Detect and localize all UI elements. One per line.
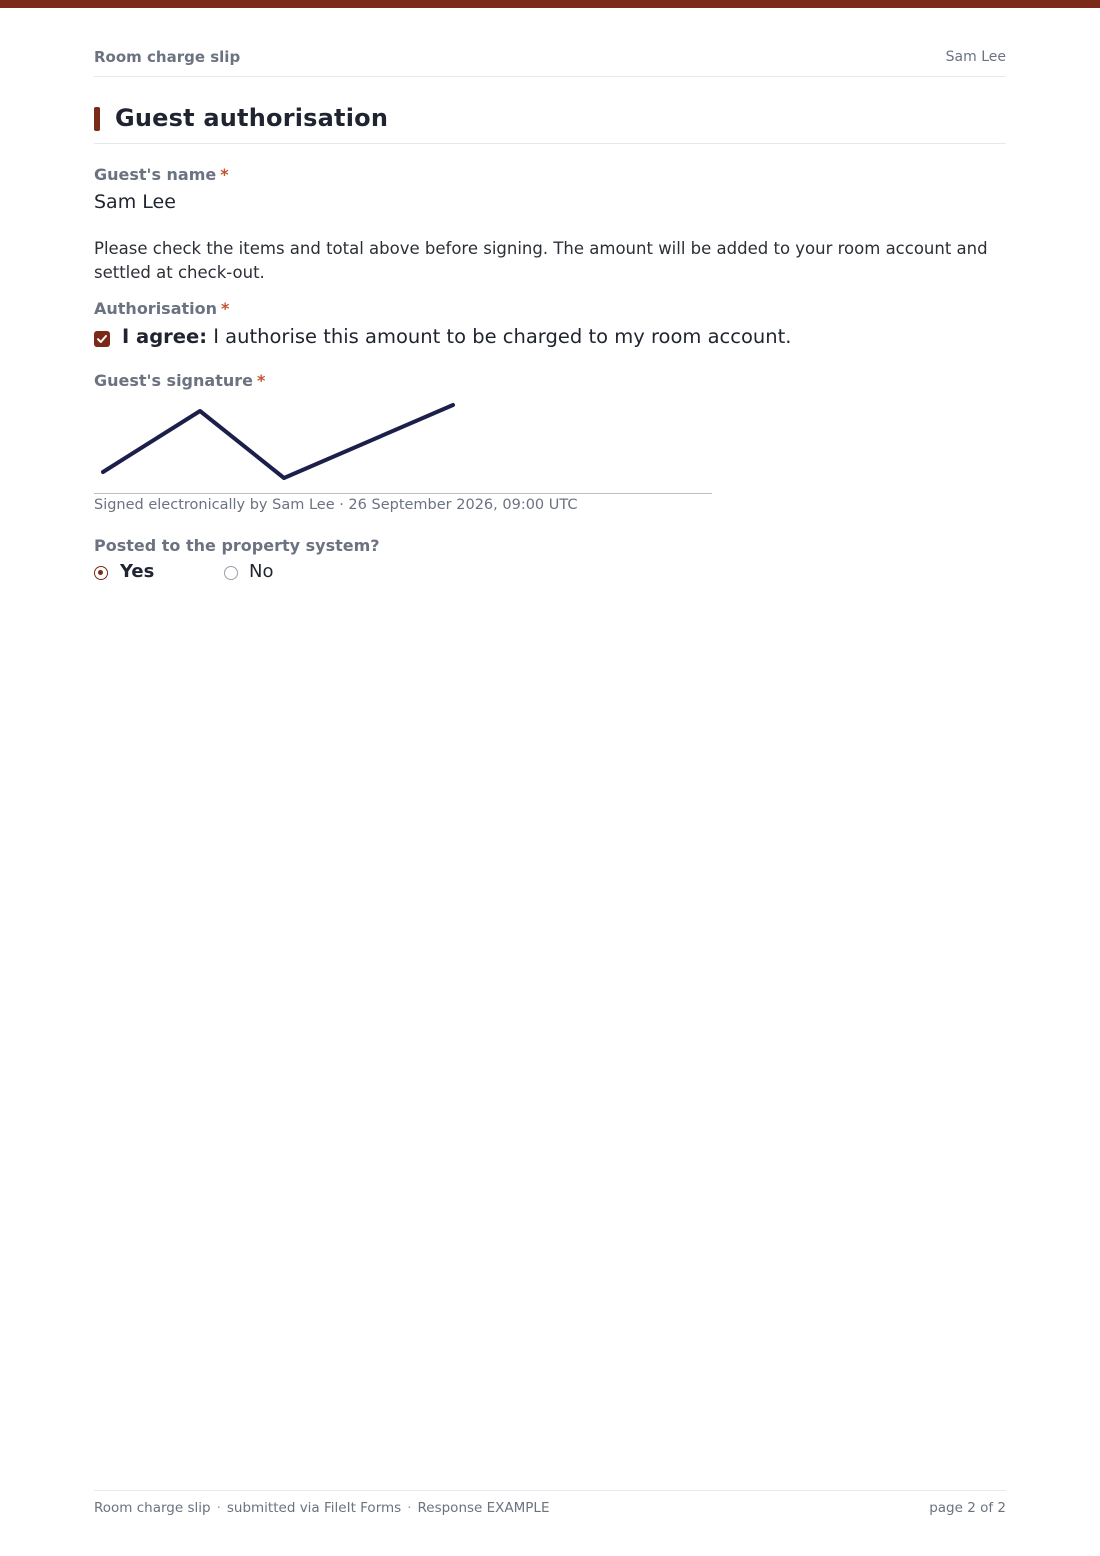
agree-label: I agree: xyxy=(122,325,208,348)
top-accent-bar xyxy=(0,0,1100,8)
required-marker: * xyxy=(220,165,229,184)
running-header xyxy=(94,48,1006,77)
authorisation-statement xyxy=(122,325,791,348)
signature-drawing xyxy=(94,396,712,493)
footer-submitted-via: submitted via FileIt Forms xyxy=(226,1500,402,1516)
footer-form-name: Room charge slip xyxy=(94,1500,211,1516)
signature-label xyxy=(94,371,265,390)
signature-pad[interactable] xyxy=(94,396,712,494)
guest-name-value: Sam Lee xyxy=(94,191,176,213)
required-marker: * xyxy=(256,371,266,390)
footer-separator: · xyxy=(407,1500,412,1516)
footer-separator: · xyxy=(216,1500,221,1516)
posted-question-label: Posted to the property system? xyxy=(94,536,380,555)
authorisation-label xyxy=(94,299,229,318)
signature-caption: Signed electronically by Sam Lee · 26 September 2026, 09:00 UTC xyxy=(94,497,578,513)
authorisation-checkbox-row[interactable] xyxy=(94,325,994,351)
authorisation-checkbox[interactable] xyxy=(94,331,110,347)
footer-info xyxy=(94,1500,549,1516)
footer-response-id: Response EXAMPLE xyxy=(417,1500,550,1516)
posted-radio-group xyxy=(94,561,494,585)
page-number: page 2 of 2 xyxy=(929,1500,1006,1516)
document-title: Room charge slip xyxy=(94,48,241,66)
guest-name-label-text: Guest's name xyxy=(94,165,217,184)
checkmark-icon xyxy=(96,333,108,345)
signature-label-text: Guest's signature xyxy=(94,371,253,390)
radio-yes[interactable] xyxy=(94,566,108,580)
authorisation-statement-text: I authorise this amount to be charged to my room account. xyxy=(213,325,792,348)
section-accent-marker xyxy=(94,107,100,131)
instructions-text: Please check the items and total above before signing. The amount will be added to your room account and settled at check-out. xyxy=(94,239,988,282)
authorisation-label-text: Authorisation xyxy=(94,299,218,318)
required-marker: * xyxy=(221,299,230,318)
section-title: Guest authorisation xyxy=(115,104,389,132)
radio-yes-label[interactable]: Yes xyxy=(120,561,155,582)
header-user-name: Sam Lee xyxy=(945,49,1006,65)
running-footer xyxy=(94,1490,1006,1521)
section-heading xyxy=(94,104,1006,144)
guest-name-label xyxy=(94,165,229,184)
radio-no-label[interactable]: No xyxy=(249,561,274,582)
radio-no[interactable] xyxy=(224,566,238,580)
